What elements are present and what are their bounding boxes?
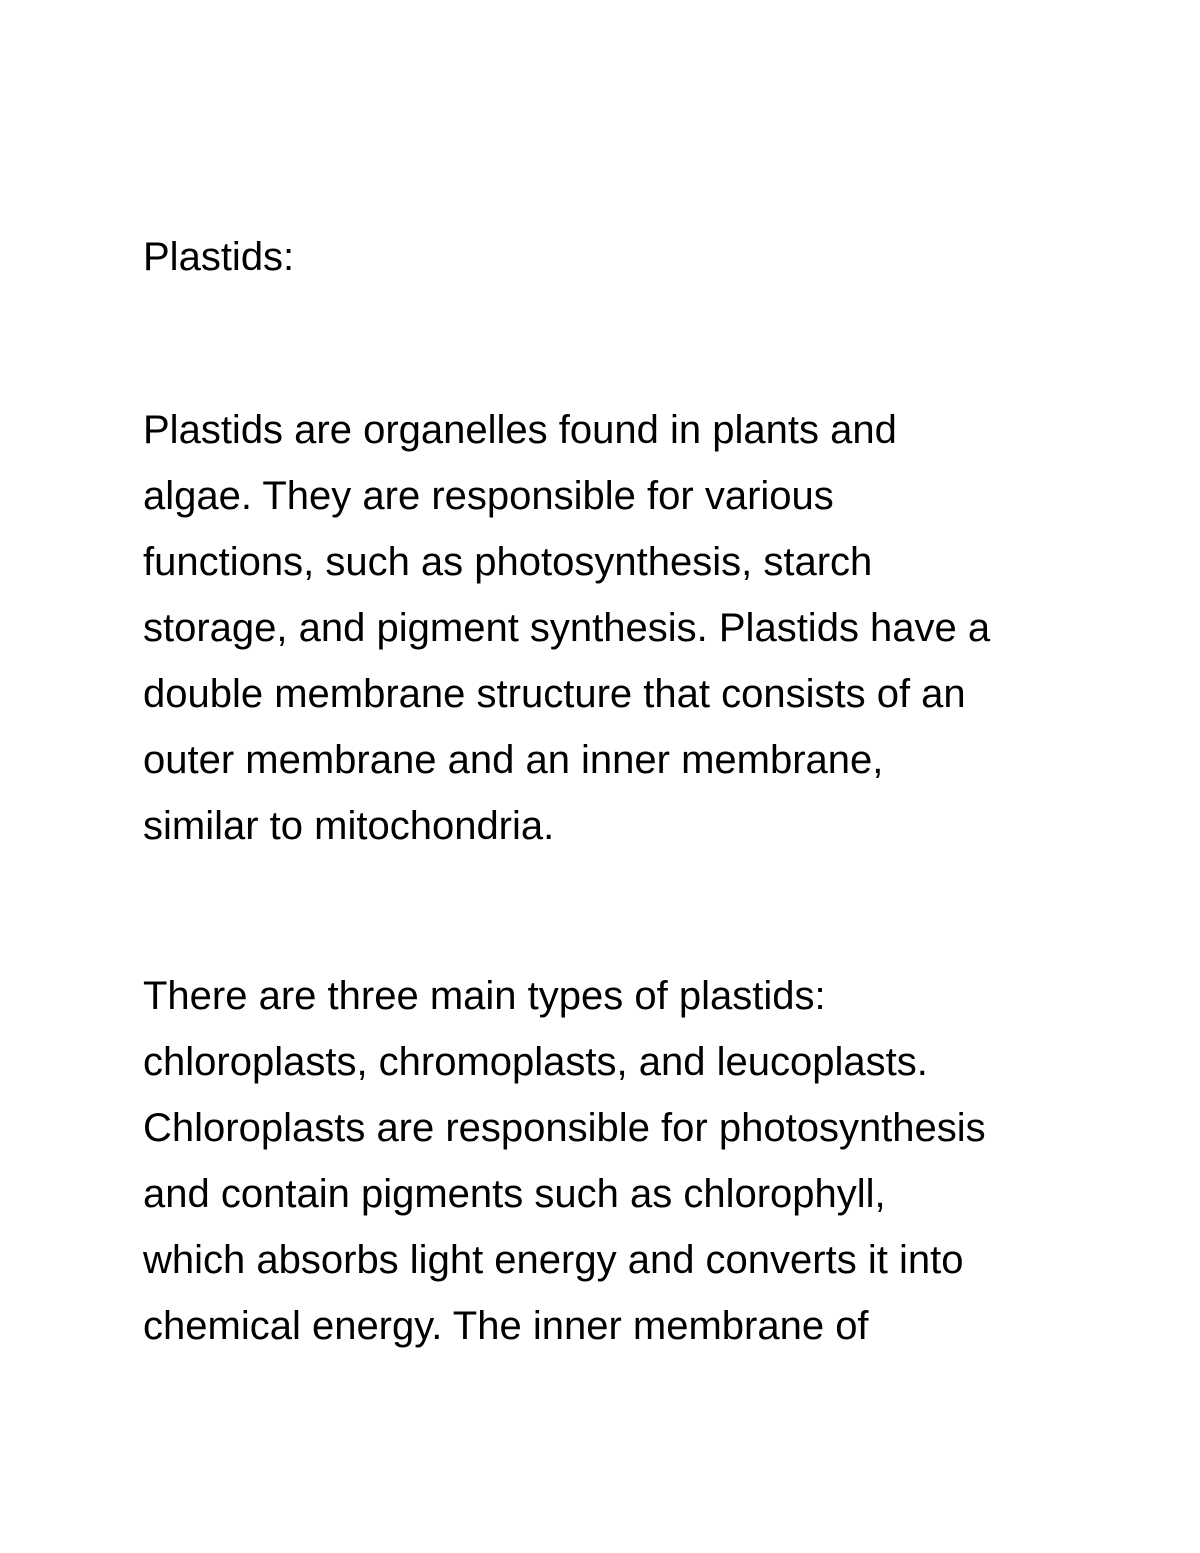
paragraph-line: double membrane structure that consists of an bbox=[143, 672, 966, 716]
paragraph-line: outer membrane and an inner membrane, bbox=[143, 738, 884, 782]
paragraph-plastids-intro bbox=[143, 397, 1103, 859]
paragraph-line: storage, and pigment synthesis. Plastids have a bbox=[143, 606, 991, 650]
document-heading bbox=[143, 224, 1103, 290]
paragraph-line: and contain pigments such as chlorophyll, bbox=[143, 1172, 886, 1216]
paragraph-line: similar to mitochondria. bbox=[143, 804, 555, 848]
paragraph-line: Plastids are organelles found in plants and bbox=[143, 408, 897, 452]
paragraph-plastid-types bbox=[143, 963, 1103, 1359]
paragraph-line: There are three main types of plastids: bbox=[143, 974, 826, 1018]
paragraph-line: chloroplasts, chromoplasts, and leucoplasts. bbox=[143, 1040, 928, 1084]
heading-text: Plastids: bbox=[143, 235, 295, 279]
paragraph-line: which absorbs light energy and converts it into bbox=[143, 1238, 964, 1282]
paragraph-line: Chloroplasts are responsible for photosynthesis bbox=[143, 1106, 986, 1150]
paragraph-line: functions, such as photosynthesis, starch bbox=[143, 540, 873, 584]
paragraph-line: algae. They are responsible for various bbox=[143, 474, 834, 518]
paragraph-line: chemical energy. The inner membrane of bbox=[143, 1304, 869, 1348]
